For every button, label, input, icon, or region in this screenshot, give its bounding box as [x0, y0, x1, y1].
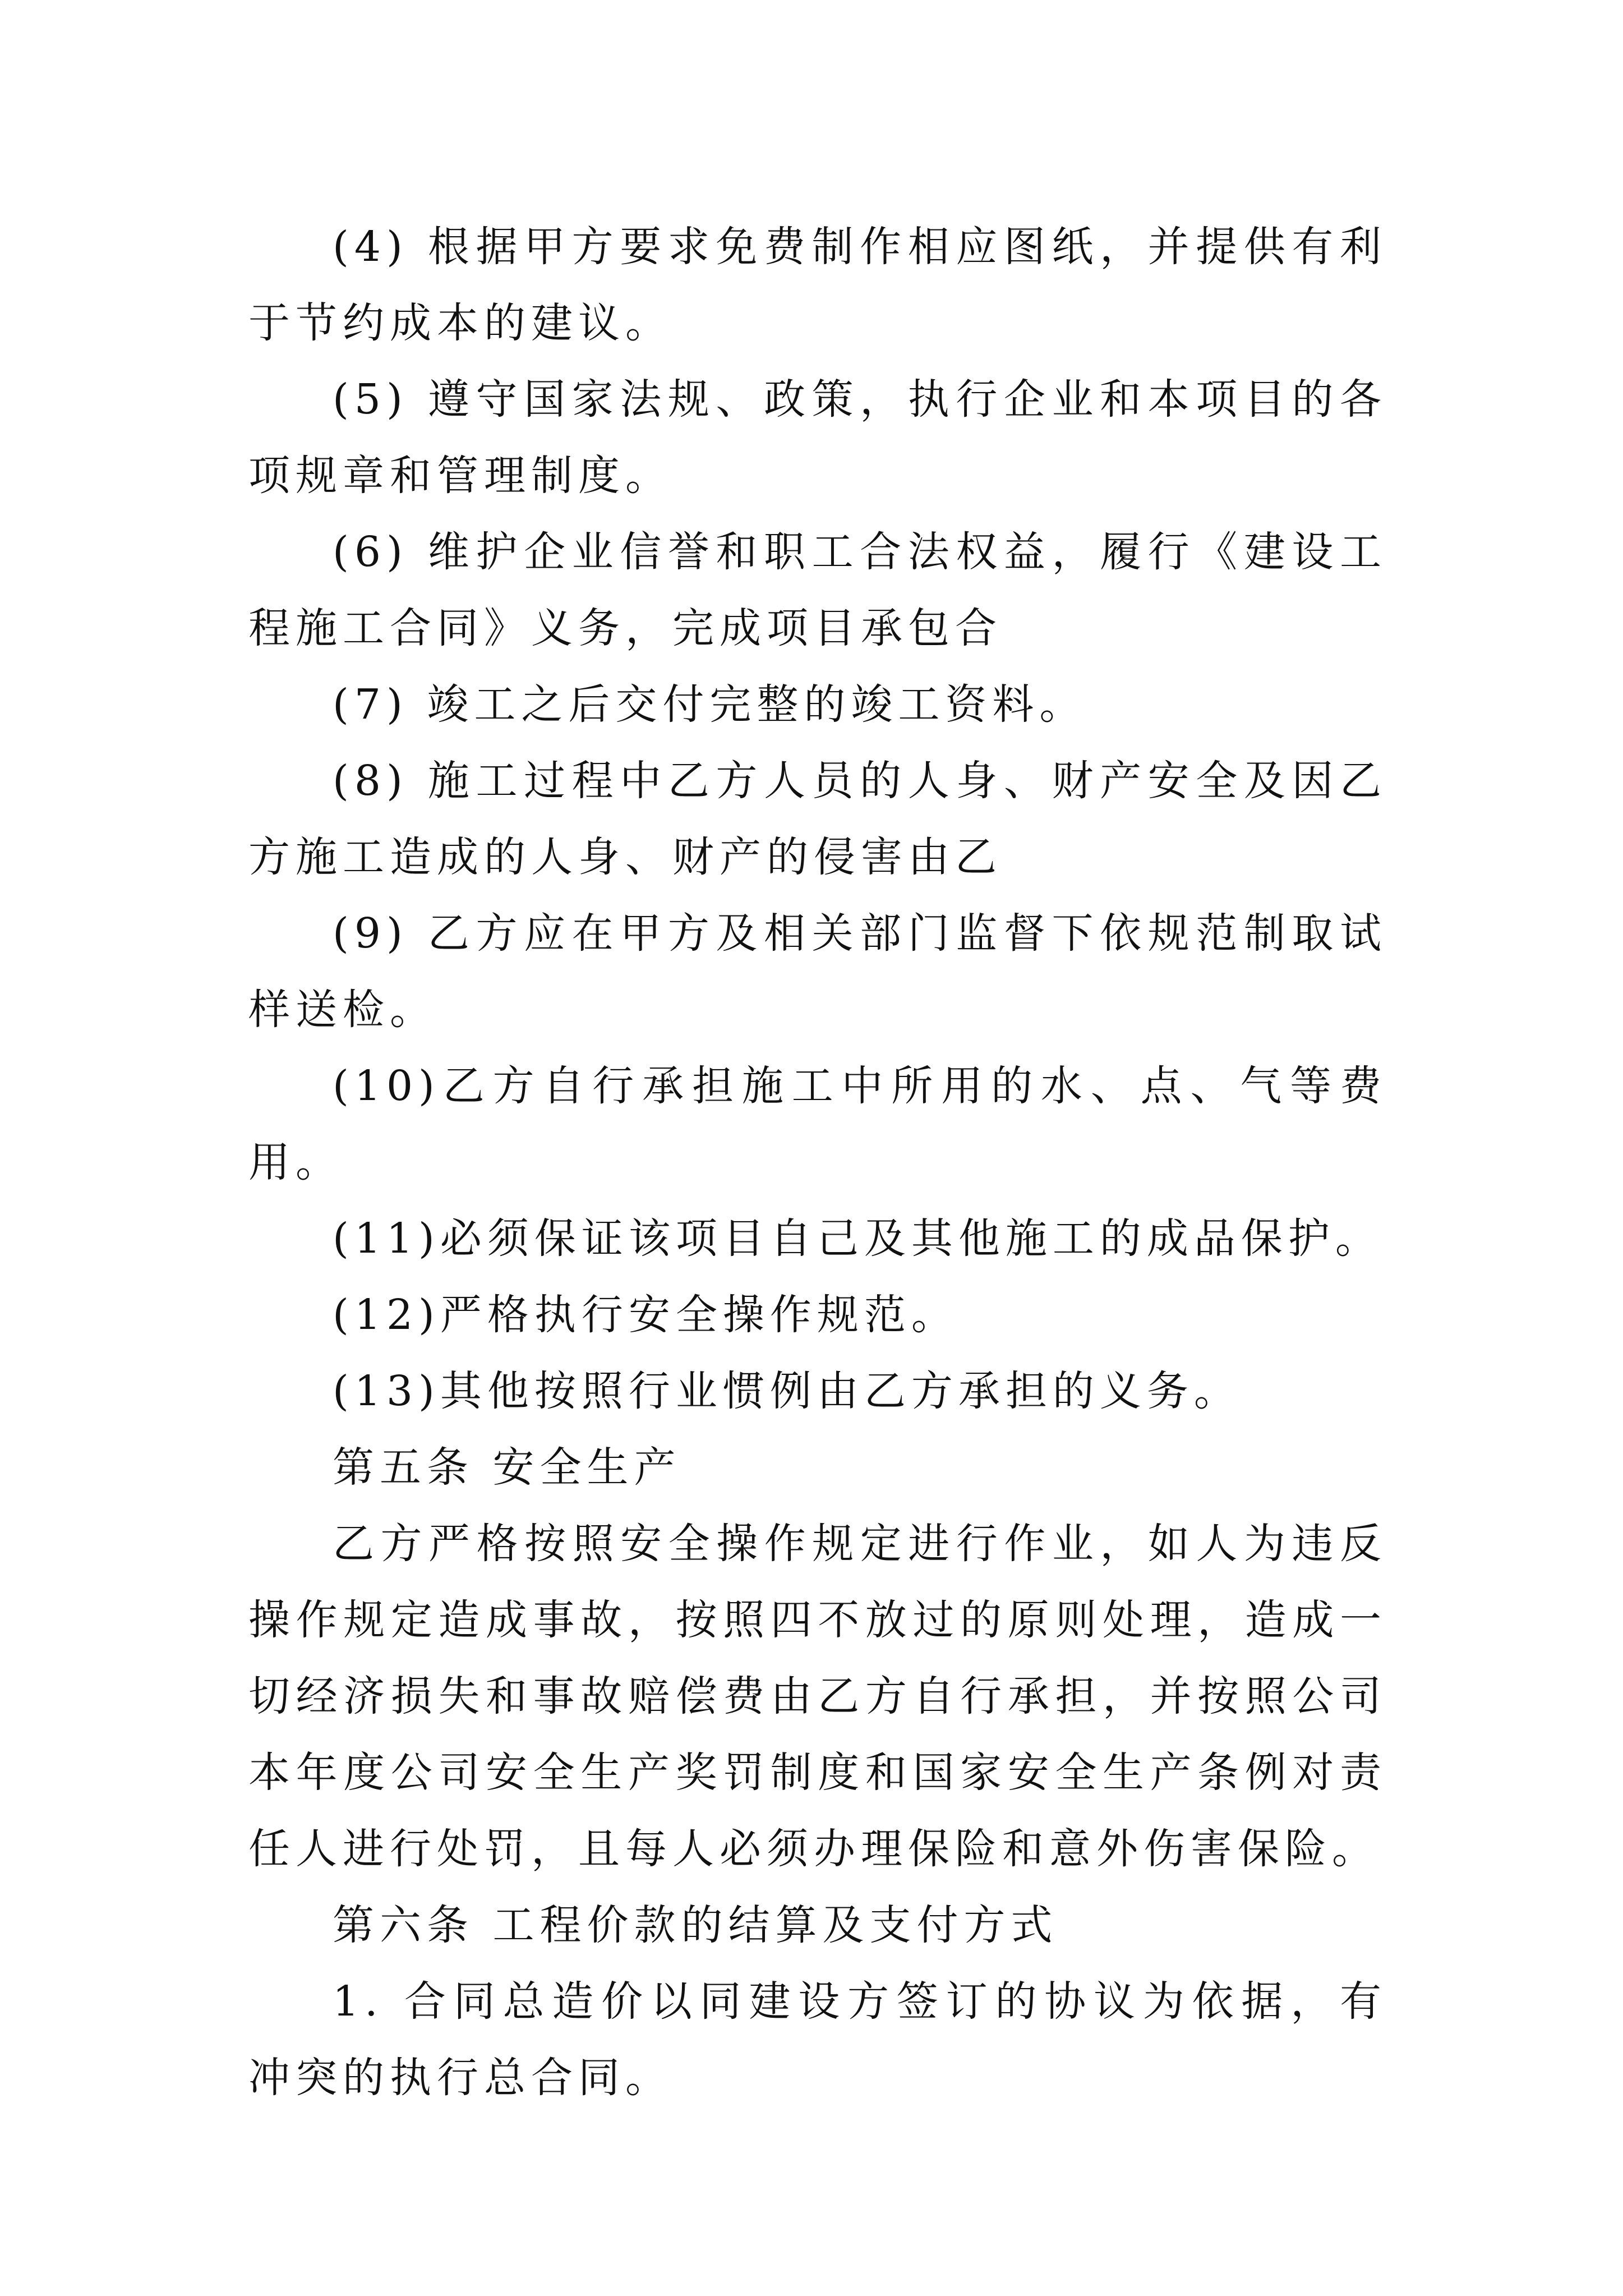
- clause-item-6: (6) 维护企业信誉和职工合法权益，履行《建设工程施工合同》义务，完成项目承包合: [248, 528, 1387, 652]
- clause-item-13: (13)其他按照行业惯例由乙方承担的义务。: [333, 1367, 1241, 1415]
- article-6-heading: 第六条 工程价款的结算及支付方式: [333, 1901, 1058, 1949]
- article-5-heading: 第五条 安全生产: [333, 1443, 681, 1492]
- article-6-item-1: 1. 合同总造价以同建设方签订的协议为依据，有冲突的执行总合同。: [248, 1977, 1387, 2102]
- clause-item-10: (10)乙方自行承担施工中所用的水、点、气等费用。: [248, 1062, 1387, 1186]
- clause-item-12: (12)严格执行安全操作规范。: [333, 1291, 958, 1339]
- clause-item-9: (9) 乙方应在甲方及相关部门监督下依规范制取试样送检。: [248, 909, 1387, 1034]
- article-5-body: 乙方严格按照安全操作规定进行作业，如人为违反操作规定造成事故，按照四不放过的原则处理，造成一切经济损失和事故赔偿费由乙方自行承担，并按照公司本年度公司安全生产奖罚制度和国家安全生产条例对责任人进行处罚，且每人必须办理保险和意外伤害保险。: [248, 1520, 1387, 1873]
- clause-item-8: (8) 施工过程中乙方人员的人身、财产安全及因乙方施工造成的人身、财产的侵害由乙: [248, 757, 1387, 881]
- clause-item-4: (4) 根据甲方要求免费制作相应图纸，并提供有利于节约成本的建议。: [248, 223, 1387, 347]
- clause-item-5: (5) 遵守国家法规、政策，执行企业和本项目的各项规章和管理制度。: [248, 375, 1387, 500]
- clause-item-7: (7) 竣工之后交付完整的竣工资料。: [333, 680, 1087, 729]
- clause-item-11: (11)必须保证该项目自己及其他施工的成品保护。: [333, 1214, 1382, 1263]
- document-body: [248, 209, 1387, 2116]
